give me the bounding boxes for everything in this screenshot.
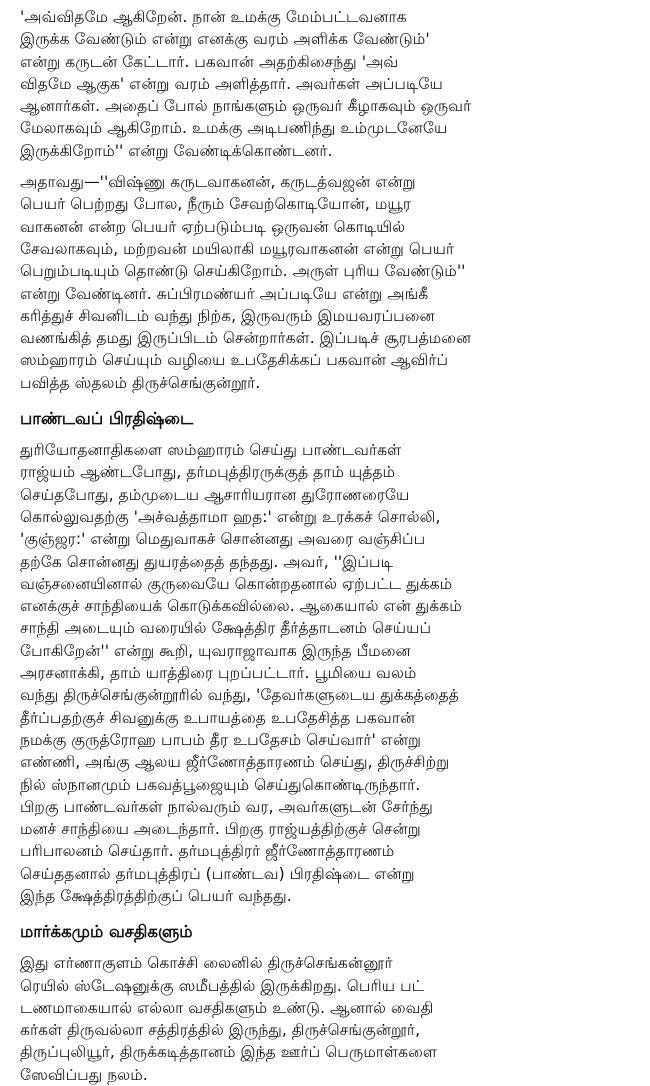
- text-line: தீர்ப்பதற்குச் சிவனுக்கு உபாயத்தை உபதேசித்த பகவான்: [20, 708, 416, 727]
- text-line: வஞ்சனையினால் குருவையே கொன்றதனால் ஏற்பட்ட துக்கம்: [20, 574, 453, 593]
- text-line: கரித்துச் சிவனிடம் வந்து நிற்க, இருவரும் இமயவரப்பனை: [20, 306, 435, 325]
- text-line: எண்ணி, அங்கு ஆலய ஜீர்ணோத்தாரணம் செய்து, திருச்சிற்று: [20, 753, 450, 772]
- paragraph-vahana: [20, 171, 636, 394]
- text-line: பரிபாலனம் செய்தார். தர்மபுத்திரர் ஜீர்ணோத்தாரணம்: [20, 842, 395, 861]
- text-line: இருக்க வேண்டும் என்று எனக்கு வரம் அளிக்க வேண்டும்': [20, 30, 430, 49]
- text-line: வணங்கித் தமது இருப்பிடம் சென்றார்கள். இப்படிச் சூரபத்மனை: [20, 329, 472, 348]
- text-line: ஸேவிப்பது நலம்.: [20, 1065, 148, 1084]
- paragraph-gap: [20, 162, 636, 171]
- section-gap: [20, 394, 636, 408]
- text-line: தற்கே சொன்னது துயரத்தைத் தந்தது. அவர், ''இப்படி: [20, 552, 393, 571]
- text-line: வாகனன் என்ற பெயர் ஏற்படும்படி ஒருவன் கொடியில்: [20, 217, 406, 236]
- text-line: பெயர் பெற்றது போல, நீரும் சேவற்கொடியோன், மயூர: [20, 195, 411, 214]
- paragraph-route: [20, 952, 636, 1086]
- text-line: ராஜ்யம் ஆண்டபோது, தர்மபுத்திரருக்குத் தாம் யுத்தம்: [20, 463, 396, 482]
- text-line: ரெயில் ஸ்டேஷனுக்கு ஸமீபத்தில் இருக்கிறது. பெரிய பட்: [20, 976, 425, 995]
- text-line: என்று கருடன் கேட்டார். பகவான் அதற்கிசைந்து 'அவ்: [20, 52, 399, 71]
- section-heading-pandava: பாண்டவப் பிரதிஷ்டை: [20, 409, 194, 429]
- text-line: விதமே ஆகுக' என்று வரம் அளித்தார். அவர்கள் அப்படியே: [20, 74, 443, 93]
- heading-gap: [20, 430, 636, 439]
- text-line: ஆனார்கள். அதைப் போல் நாங்களும் ஒருவர் கீழாகவும் ஒருவர்: [20, 97, 472, 116]
- text-line: செய்ததனால் தர்மபுத்திரப் (பாண்டவ) பிரதிஷ்டை என்று: [20, 864, 415, 883]
- text-line: நமக்கு குருத்ரோஹ பாபம் தீர உபதேசம் செய்வார்' என்று: [20, 730, 422, 749]
- text-line: இந்த க்ஷேத்திரத்திற்குப் பெயர் வந்தது.: [20, 886, 292, 905]
- text-line: அதாவது—''விஷ்ணு கருடவாகனன், கருடத்வஜன் என்று: [20, 173, 416, 192]
- text-line: டணமாகையால் எல்லா வசதிகளும் உண்டு. ஆனால் வைதி: [20, 998, 434, 1017]
- text-line: மேலாகவும் ஆகிறோம். உமக்கு அடிபணிந்து உம்முடனேயே: [20, 119, 448, 138]
- text-line: பிறகு பாண்டவர்கள் நால்வரும் வர, அவர்களுடன் சேர்ந்து: [20, 797, 433, 816]
- section-heading-route: மார்க்கமும் வசதிகளும்: [20, 922, 193, 942]
- text-line: 'குஞ்ஜர:' என்று மெதுவாகச் சொன்னது அவரை வஞ்சிப்ப: [20, 530, 426, 549]
- text-line: என்று வேண்டினர். சுப்பிரமண்யர் அப்படியே என்று அங்கீ: [20, 284, 429, 303]
- text-line: வந்து திருச்செங்குன்றூரில் வந்து, 'தேவர்களுடைய துக்கத்தைத்: [20, 686, 459, 705]
- text-line: மனச் சாந்தியை அடைந்தார். பிறகு ராஜ்யத்திற்குச் சென்று: [20, 820, 421, 839]
- text-line: ஸம்ஹாரம் செய்யும் வழியை உபதேசிக்கப் பகவான் ஆவிர்ப்: [20, 351, 449, 370]
- paragraph-pandava: [20, 439, 636, 907]
- text-line: 'அவ்விதமே ஆகிறேன். நான் உமக்கு மேம்பட்டவனாக: [20, 8, 407, 26]
- text-line: நில் ஸ்நானமும் பகவத்பூஜையும் செய்துகொண்டிருந்தார்.: [20, 775, 421, 794]
- text-line: திருப்புலியூர், திருக்கடித்தானம் இந்த ஊர்ப் பெருமாள்களை: [20, 1043, 437, 1062]
- heading-gap: [20, 943, 636, 952]
- text-line: எனக்குச் சாந்தியைக் கொடுக்கவில்லை. ஆகையால் என் துக்கம்: [20, 597, 462, 616]
- text-line: சேவலாகவும், மற்றவன் மயிலாகி மயூரவாகனன் என்று பெயர்: [20, 239, 455, 258]
- text-line: அரசனாக்கி, தாம் யாத்திரை புறப்பட்டார். பூமியை வலம்: [20, 664, 417, 683]
- paragraph-boon: [20, 6, 636, 162]
- section-gap: [20, 907, 636, 921]
- text-line: துரியோதனாதிகளை ஸம்ஹாரம் செய்து பாண்டவர்கள்: [20, 441, 402, 460]
- text-line: போகிறேன்'' என்று கூறி, யுவராஜாவாக இருந்த பீமனை: [20, 641, 411, 660]
- text-line: செய்தபோது, தம்முடைய ஆசாரியரான துரோணரையே: [20, 485, 410, 504]
- text-line: இருக்கிறோம்'' என்று வேண்டிக்கொண்டனர்.: [20, 141, 333, 160]
- text-line: சாந்தி அடையும் வரையில் க்ஷேத்திர தீர்த்தாடனம் செய்யப்: [20, 619, 432, 638]
- text-line: பவித்த ஸ்தலம் திருச்செங்குன்றூர்.: [20, 373, 261, 392]
- text-line: கொல்லுவதற்கு 'அச்வத்தாமா ஹத:' என்று உரக்கச் சொல்லி,: [20, 507, 441, 526]
- text-line: இது எர்ணாகுளம் கொச்சி லைனில் திருச்செங்கன்னூர்: [20, 954, 393, 973]
- text-line: பெறும்படியும் தொண்டு செய்கிறோம். அருள் புரிய வேண்டும்'': [20, 262, 466, 281]
- text-line: கர்கள் திருவல்லா சத்திரத்தில் இருந்து, திருச்செங்குன்றூர்,: [20, 1021, 421, 1040]
